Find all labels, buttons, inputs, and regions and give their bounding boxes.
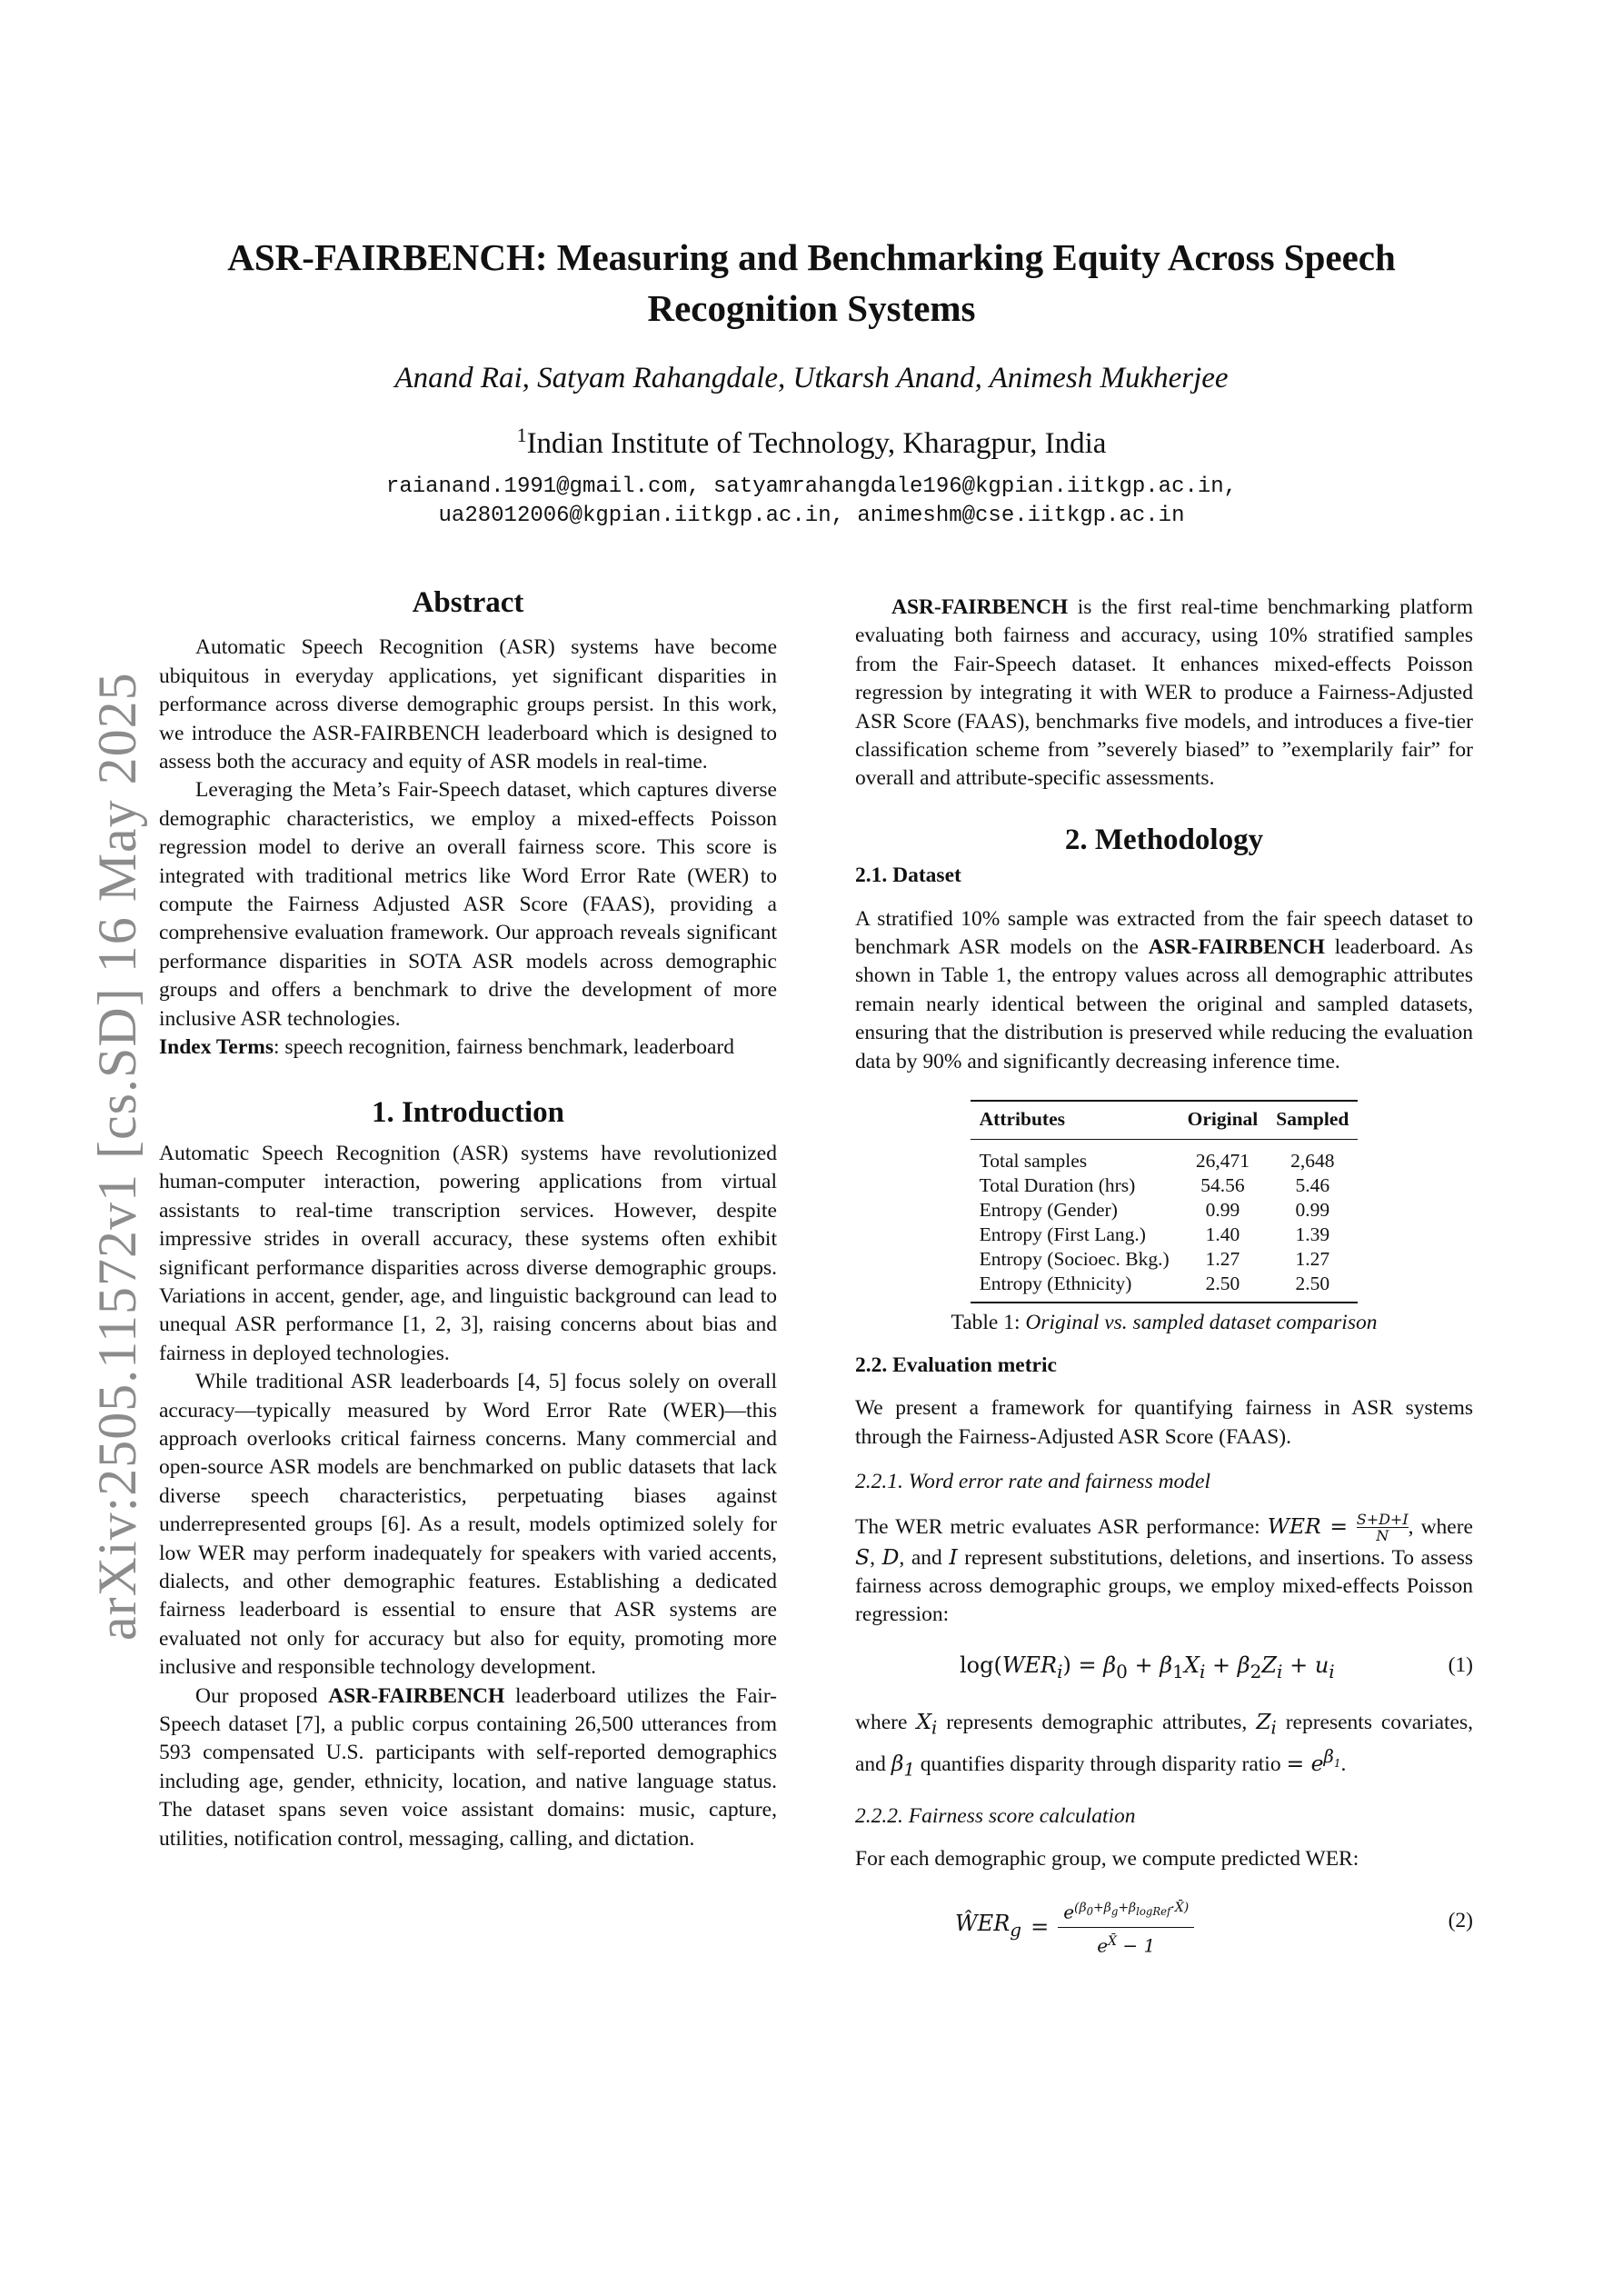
caption-text: Original vs. sampled dataset comparison	[1025, 1310, 1378, 1334]
table-cell: 5.46	[1295, 1173, 1330, 1196]
equation-1-number: (1)	[1448, 1652, 1473, 1677]
table-cell: Total samples	[979, 1149, 1088, 1172]
affiliation-superscript: 1	[516, 424, 527, 446]
table-cell: Entropy (Gender)	[979, 1198, 1118, 1221]
fairness-score-paragraph: For each demographic group, we compute predicted WER:	[855, 1847, 1359, 1872]
emails-line-1: raianand.1991@gmail.com, satyamrahangdale196@kgpian.iitkgp.ac.in,	[385, 474, 1238, 499]
table-cell: 0.99	[1205, 1198, 1240, 1221]
overview-bold: ASR-FAIRBENCH	[891, 595, 1069, 619]
index-terms	[159, 1033, 777, 1062]
overview-paragraph	[855, 594, 1473, 794]
table-cell: 2,648	[1290, 1149, 1335, 1172]
table-cell: 2.50	[1205, 1272, 1240, 1294]
table-cell: 1.27	[1205, 1247, 1240, 1270]
table-cell: 1.27	[1295, 1247, 1330, 1270]
equation-2-number: (2)	[1448, 1908, 1473, 1932]
overview-text: is the first real-time benchmarking platform evaluating both fairness and accuracy, using 10% stratified samples from the Fair-Speech dataset. It enhances mixed-effects Poisson regression by integrating it with WER to produce a Fairness-Adjusted ASR Score (FAAS), benchmarks five models, and introduces a five-tier classification scheme from ”severely biased” to ”exemplarily fair” for overall and attribute-specific assessments.	[855, 595, 1473, 791]
title-line-1: ASR-FAIRBENCH: Measuring and Benchmarking Equity Across Speech	[227, 236, 1396, 278]
abstract-paragraph-2: Leveraging the Meta’s Fair-Speech dataset, which captures diverse demographic characteristics, we employ a mixed-effects Poisson regression model to derive an overall fairness score. This score is integrated with traditional metrics like Word Error Rate (WER) to compute the Fairness Adjusted ASR Score (FAAS), providing a comprehensive evaluation framework. Our approach reveals significant performance disparities in SOTA ASR models across demographic groups and offers a benchmark to drive the development of more inclusive ASR technologies.	[159, 778, 777, 1031]
after-equation-1: where $X_i$ represents demographic attributes, $Z_i$ represents covariates, and $\beta_1$ quantifies disparity through disparity ratio = $e^{\beta_1}$.	[855, 1708, 1473, 1781]
table-header-original: Original	[1187, 1108, 1259, 1131]
table-row	[971, 1223, 1359, 1247]
table-cell: 1.39	[1295, 1223, 1330, 1245]
dataset-paragraph	[855, 905, 1473, 1076]
intro-paragraph-2: While traditional ASR leaderboards [4, 5] focus solely on overall accuracy—typically measured by Word Error Rate (WER)—this approach overlooks critical fairness concerns. Many commercial and open-source ASR models are benchmarked on public datasets that lack diverse speech characteristics, perpetuating biases against underrepresented groups [6]. As a result, models optimized solely for low WER may perform inadequately for speakers with varied accents, dialects, and other demographic features. Establishing a dedicated fairness leaderboard is essential to ensure that ASR systems are evaluated not only for accuracy but also for equity, promoting more inclusive and responsible technology development.	[159, 1370, 777, 1680]
text: represents demographic attributes,	[937, 1710, 1257, 1734]
text: represents covariates, and	[855, 1710, 1473, 1776]
table-header-sampled: Sampled	[1276, 1108, 1349, 1131]
wer-post: represent substitutions, deletions, and insertions. To assess fairness across demographic groups, we employ mixed-effects Poisson regression:	[855, 1545, 1474, 1627]
index-terms-label: Index Terms	[159, 1035, 274, 1060]
table-1-caption	[855, 1309, 1473, 1337]
wer-formula-inline: WER = $\frac{S+D+I}{N}$	[1267, 1510, 1409, 1544]
evaluation-metric-heading: 2.2. Evaluation metric	[855, 1353, 1057, 1377]
table-row	[971, 1173, 1359, 1198]
equation-1	[855, 1642, 1473, 1697]
text: quantifies disparity through disparity ratio	[914, 1752, 1287, 1776]
intro-paragraph-3	[159, 1682, 777, 1853]
fairness-score-heading: 2.2.2. Fairness score calculation	[855, 1803, 1136, 1828]
table-cell: 0.99	[1295, 1198, 1330, 1221]
equation-1-body: $\log(WER_i) = \beta_0 + \beta_1X_i + \beta_2Z_i + u_i$	[960, 1652, 1335, 1682]
equation-2	[855, 1887, 1473, 1960]
table-cell: Entropy (Socioec. Bkg.)	[979, 1247, 1170, 1270]
index-terms-text: : speech recognition, fairness benchmark, leaderboard	[274, 1035, 735, 1060]
intro-p3-bold: ASR-FAIRBENCH	[328, 1683, 505, 1708]
intro-p3-post: leaderboard utilizes the Fair-Speech dataset [7], a public corpus containing 26,500 utterances from 593 compensated U.S. participants with self-reported demographics including age, gender, ethnicity, location, and native language status. The dataset spans seven voice assistant domains: music, capture, utilities, notification control, messaging, calling, and dictation.	[159, 1683, 777, 1851]
table-row	[971, 1247, 1359, 1272]
table-cell: Entropy (Ethnicity)	[979, 1272, 1132, 1294]
table-cell: Entropy (First Lang.)	[979, 1223, 1146, 1245]
wer-pre: The WER metric evaluates ASR performance:	[855, 1514, 1268, 1539]
abstract-paragraph-1: Automatic Speech Recognition (ASR) systems have become ubiquitous in everyday applications, yet significant disparities in performance across diverse demographic groups persist. In this work, we introduce the ASR-FAIRBENCH leaderboard which is designed to assess both the accuracy and equity of ASR models in real-time.	[159, 635, 777, 774]
title-line-2: Recognition Systems	[647, 287, 976, 329]
emails-line-2: ua28012006@kgpian.iitkgp.ac.in, animeshm@cse.iitkgp.ac.in	[438, 504, 1185, 528]
table-1-block	[855, 1100, 1473, 1337]
dataset-post: leaderboard. As shown in Table 1, the entropy values across all demographic attributes remain nearly identical between the original and sampled datasets, ensuring that the distribution is preserved while reducing the evaluation data by 90% and significantly decreasing inference time.	[855, 935, 1473, 1073]
text: where	[855, 1710, 917, 1734]
methodology-heading: 2. Methodology	[1064, 823, 1264, 856]
dataset-heading: 2.1. Dataset	[855, 863, 961, 888]
table-header-attributes: Attributes	[979, 1108, 1065, 1131]
wer-heading: 2.2.1. Word error rate and fairness model	[855, 1470, 1211, 1494]
table-header-row	[971, 1101, 1359, 1140]
evaluation-paragraph: We present a framework for quantifying fairness in ASR systems through the Fairness-Adjusted ASR Score (FAAS).	[855, 1396, 1473, 1449]
dataset-pre: A stratified 10% sample was extracted from the fair speech dataset to benchmark ASR models on the	[855, 906, 1473, 960]
equation-2-body: $ŴER_g$ = $e^{(\beta_0+\beta_g+\beta_{logRef}\cdot X̄)}$ $e^{X̄} - 1$	[955, 1894, 1194, 1961]
table-cell: 54.56	[1200, 1173, 1245, 1196]
author-emails	[91, 473, 1532, 531]
table-cell: 1.40	[1205, 1223, 1240, 1245]
affiliation	[91, 424, 1532, 461]
introduction-heading: 1. Introduction	[371, 1095, 565, 1129]
table-cell: 2.50	[1295, 1272, 1330, 1294]
intro-p3-pre: Our proposed	[195, 1683, 329, 1708]
paper-title	[91, 232, 1532, 334]
arxiv-identifier: arXiv:2505.11572v1 [cs.SD] 16 May 2025	[87, 672, 147, 1641]
table-row	[971, 1149, 1359, 1173]
affiliation-text: Indian Institute of Technology, Kharagpur, India	[526, 427, 1107, 460]
author-list: Anand Rai, Satyam Rahangdale, Utkarsh Anand, Animesh Mukherjee	[394, 362, 1229, 394]
table-cell: 26,471	[1195, 1149, 1250, 1172]
intro-paragraph-1: Automatic Speech Recognition (ASR) systems have revolutionized human-computer interaction, powering applications from virtual assistants to real-time transcription services. However, despite impressive strides in overall accuracy, these systems often exhibit significant performance disparities across diverse demographic groups. Variations in accent, gender, age, and linguistic background can lead to unequal ASR performance [1, 2, 3], raising concerns about bias and fairness in deployed technologies.	[159, 1141, 777, 1365]
left-column	[159, 586, 777, 1853]
abstract-heading: Abstract	[412, 586, 524, 619]
caption-label: Table 1:	[951, 1310, 1026, 1334]
table-cell: Total Duration (hrs)	[979, 1173, 1136, 1196]
table-row	[971, 1198, 1359, 1223]
wer-paragraph: The WER metric evaluates ASR performance: WER = $\frac{S+D+I}{N}$ , where S, D, and I represent substitutions, deletions, and insertions. To assess fairness across demographic groups, we employ mixed-effects Poisson regression:	[855, 1510, 1474, 1627]
wer-mid: , where	[1408, 1514, 1473, 1539]
table-row	[971, 1272, 1359, 1303]
right-column	[855, 594, 1473, 1960]
dataset-bold: ASR-FAIRBENCH	[1148, 935, 1325, 960]
table-1	[971, 1100, 1359, 1303]
